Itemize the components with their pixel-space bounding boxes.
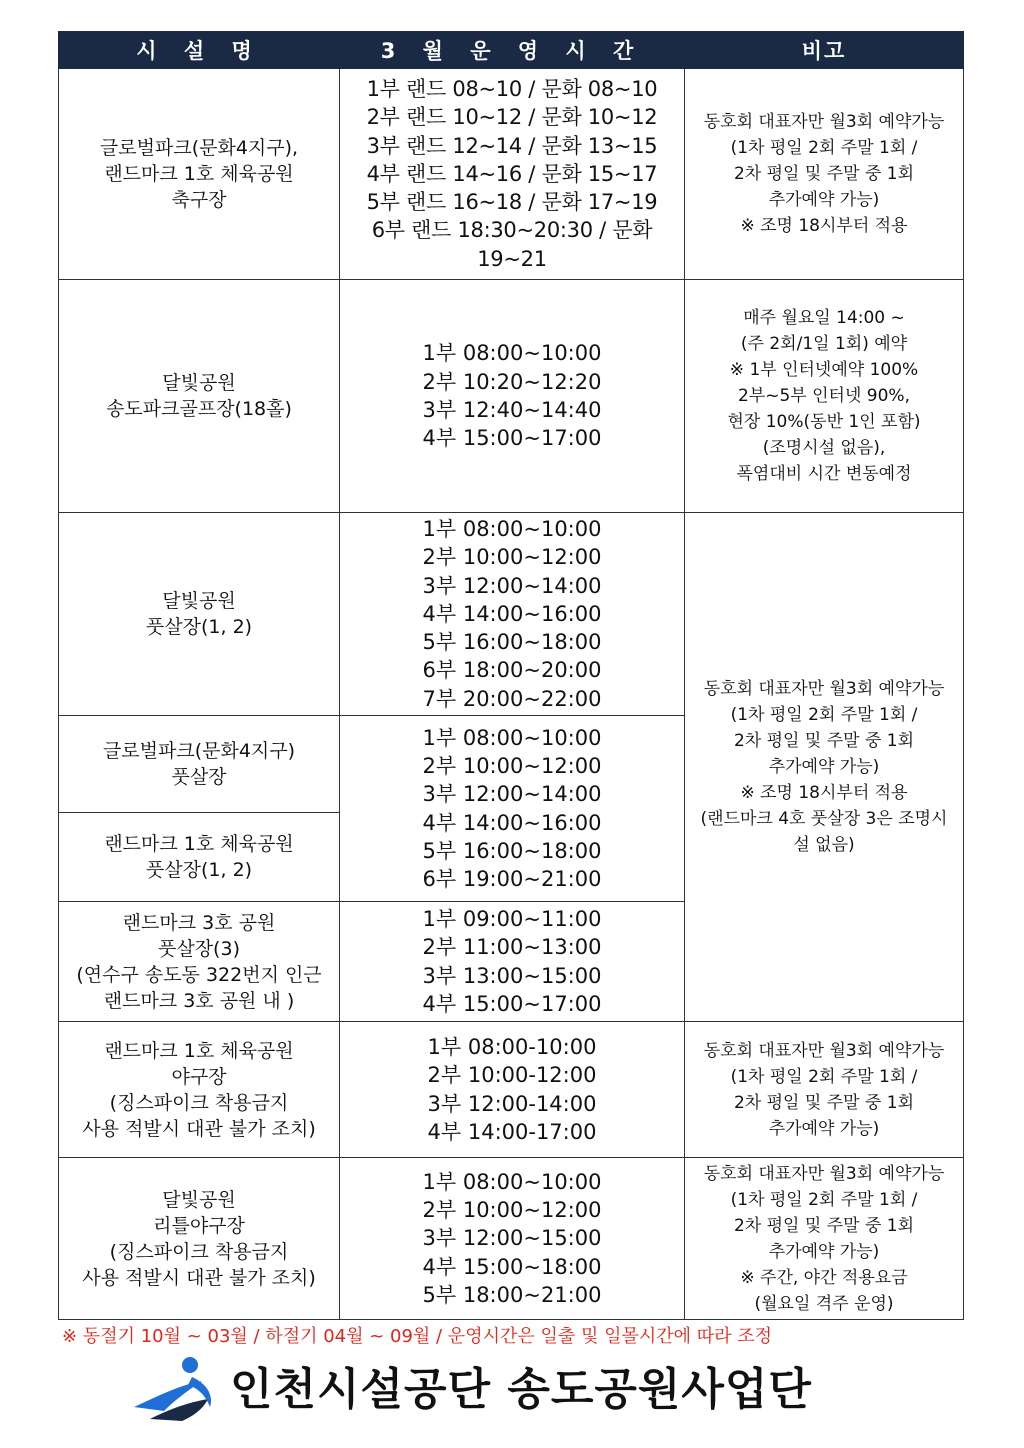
table-row — [59, 1022, 964, 1158]
header-hours: 3 월 운 영 시 간 — [340, 32, 685, 69]
header-note: 비고 — [685, 32, 964, 69]
table-row — [59, 513, 964, 716]
organization-name: 인천시설공단 송도공원사업단 — [230, 1364, 812, 1415]
header-facility: 시 설 명 — [59, 32, 340, 69]
hours-cell: 1부 랜드 08~10 / 문화 08~10 2부 랜드 10~12 / 문화 10~12 3부 랜드 12~14 / 문화 13~15 4부 랜드 14~16 / 문화 15~17 5부 랜드 16~18 / 문화 17~19 6부 랜드 18:30~20:30 / 문화 19~21 — [340, 69, 685, 280]
table-header-row — [59, 32, 964, 69]
hours-cell: 1부 08:00~10:00 2부 10:00~12:00 3부 12:00~14:00 4부 14:00~16:00 5부 16:00~18:00 6부 19:00~21:00 — [340, 716, 685, 902]
facility-cell: 랜드마크 1호 체육공원 야구장 (징스파이크 착용금지 사용 적발시 대관 불가 조치) — [59, 1022, 340, 1158]
note-cell: 매주 월요일 14:00 ~ (주 2회/1일 1회) 예약 ※ 1부 인터넷예약 100% 2부~5부 인터넷 90%, 현장 10%(동반 1인 포함) (조명시설 없음), 폭염대비 시간 변동예정 — [685, 280, 964, 513]
facility-cell: 글로벌파크(문화4지구) 풋살장 — [59, 716, 340, 813]
running-figure-logo-icon — [130, 1355, 230, 1425]
hours-cell: 1부 08:00-10:00 2부 10:00-12:00 3부 12:00-14:00 4부 14:00-17:00 — [340, 1022, 685, 1158]
facility-cell: 랜드마크 3호 공원 풋살장(3) (연수구 송도동 322번지 인근 랜드마크 3호 공원 내 ) — [59, 902, 340, 1022]
note-cell: 동호회 대표자만 월3회 예약가능 (1차 평일 2회 주말 1회 / 2차 평일 및 주말 중 1회 추가예약 가능) ※ 조명 18시부터 적용 — [685, 69, 964, 280]
organization-logo — [130, 1355, 910, 1425]
note-cell: 동호회 대표자만 월3회 예약가능 (1차 평일 2회 주말 1회 / 2차 평일 및 주말 중 1회 추가예약 가능) ※ 주간, 야간 적용요금 (월요일 격주 운영) — [685, 1158, 964, 1320]
hours-cell: 1부 08:00~10:00 2부 10:00~12:00 3부 12:00~15:00 4부 15:00~18:00 5부 18:00~21:00 — [340, 1158, 685, 1320]
table-row — [59, 69, 964, 280]
season-footnote: ※ 동절기 10월 ~ 03월 / 하절기 04월 ~ 09월 / 운영시간은 일출 및 일몰시간에 따라 조정 — [62, 1326, 773, 1347]
note-cell: 동호회 대표자만 월3회 예약가능 (1차 평일 2회 주말 1회 / 2차 평일 및 주말 중 1회 추가예약 가능) ※ 조명 18시부터 적용 (랜드마크 4호 풋살장 3은 조명시 설 없음) — [685, 513, 964, 1022]
facility-cell: 달빛공원 리틀야구장 (징스파이크 착용금지 사용 적발시 대관 불가 조치) — [59, 1158, 340, 1320]
facility-cell: 달빛공원 풋살장(1, 2) — [59, 513, 340, 716]
note-cell: 동호회 대표자만 월3회 예약가능 (1차 평일 2회 주말 1회 / 2차 평일 및 주말 중 1회 추가예약 가능) — [685, 1022, 964, 1158]
facility-cell: 글로벌파크(문화4지구), 랜드마크 1호 체육공원 축구장 — [59, 69, 340, 280]
facility-cell: 랜드마크 1호 체육공원 풋살장(1, 2) — [59, 813, 340, 902]
hours-cell: 1부 09:00~11:00 2부 11:00~13:00 3부 13:00~15:00 4부 15:00~17:00 — [340, 902, 685, 1022]
hours-cell: 1부 08:00~10:00 2부 10:20~12:20 3부 12:40~14:40 4부 15:00~17:00 — [340, 280, 685, 513]
schedule-table — [58, 31, 964, 1320]
table-row — [59, 280, 964, 513]
table-row — [59, 1158, 964, 1320]
hours-cell: 1부 08:00~10:00 2부 10:00~12:00 3부 12:00~14:00 4부 14:00~16:00 5부 16:00~18:00 6부 18:00~20:00 7부 20:00~22:00 — [340, 513, 685, 716]
facility-cell: 달빛공원 송도파크골프장(18홀) — [59, 280, 340, 513]
